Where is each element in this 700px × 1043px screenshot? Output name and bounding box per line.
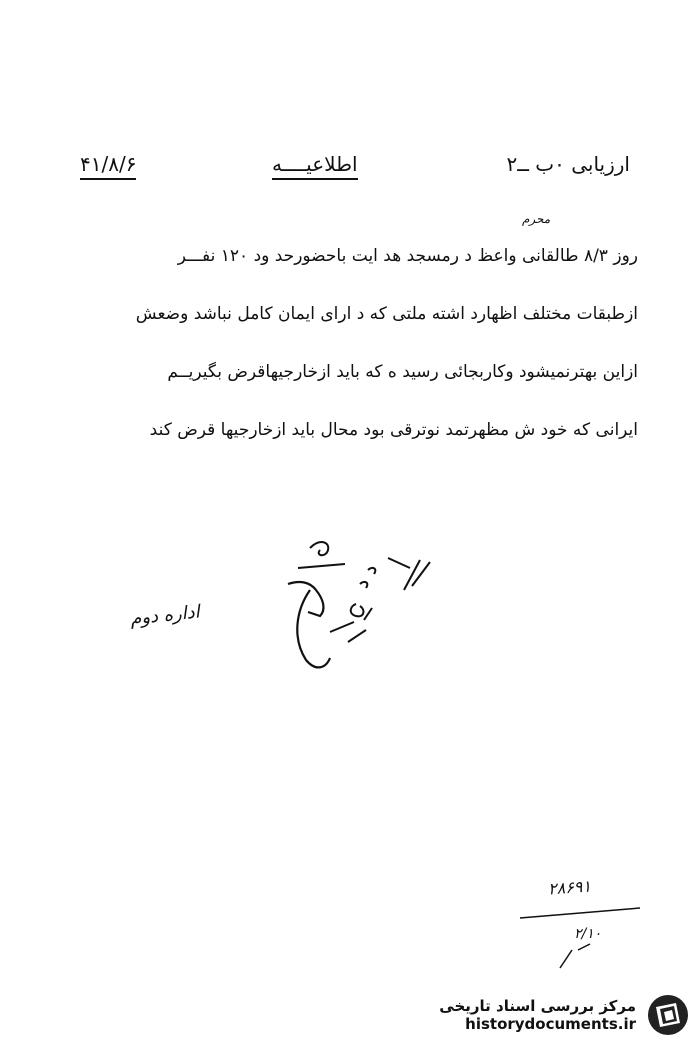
- handwritten-margin-note: محرم: [522, 212, 551, 226]
- archive-sub-number: ۲/۱۰: [574, 926, 602, 942]
- watermark-text: [439, 997, 636, 1033]
- document-classification: ارزیابی ۰ب ــ۲: [506, 152, 630, 176]
- handwritten-office-label: اداره دوم: [129, 601, 201, 630]
- watermark-site-url: historydocuments.ir: [465, 1015, 636, 1033]
- body-line: ازاین بهترنمیشود وکاربجائی رسید ه که باید ازخارجیهاقرض بگیریــم: [167, 362, 638, 382]
- document-title: اطلاعیــــه: [272, 152, 358, 180]
- document-body: [72, 236, 638, 468]
- body-line: ازطبقات مختلف اظهارد اشته ملتی که د ارای ایمان کامل نباشد وضعش: [135, 304, 638, 324]
- body-line: روز ۸/۳ طالقانی واعظ د رمسجد هد ایت باحضورحد ود ۱۲۰ نفـــر: [177, 246, 638, 266]
- document-date: ۴۱/۸/۶: [80, 152, 136, 180]
- archive-logo-icon: [646, 993, 690, 1037]
- watermark-footer: [439, 993, 690, 1037]
- archive-number: ۲۸۶۹۱: [547, 876, 592, 899]
- watermark-site-title: مرکز بررسی اسناد تاریخی: [439, 997, 636, 1015]
- body-line: ایرانی که خود ش مظهرتمد نوترقی بود محال باید ازخارجیها قرض کند: [149, 420, 638, 440]
